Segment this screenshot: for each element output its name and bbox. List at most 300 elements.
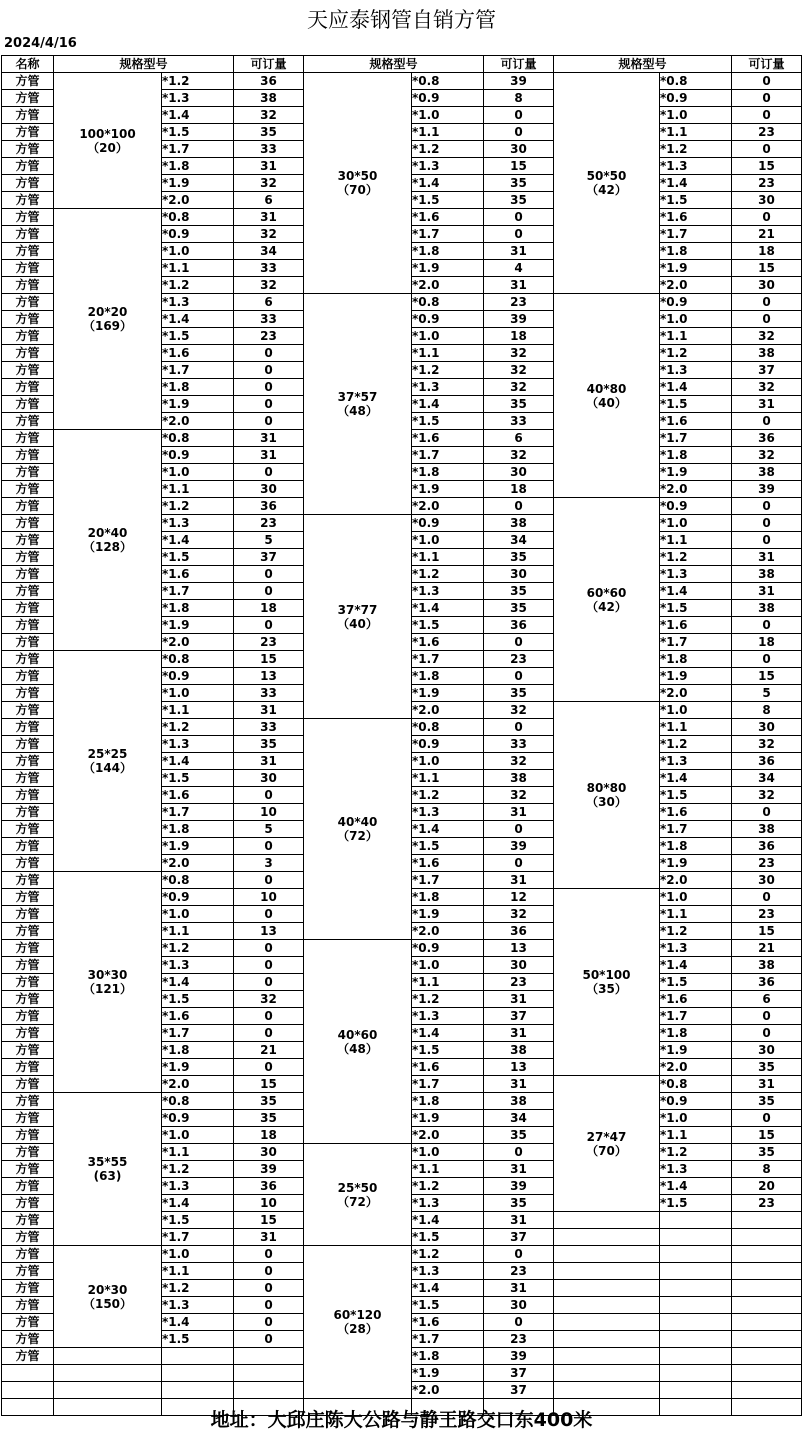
empty-cell xyxy=(732,1263,802,1280)
quantity-cell: 6 xyxy=(234,294,304,311)
quantity-cell: 0 xyxy=(484,209,554,226)
quantity-cell: 31 xyxy=(484,277,554,294)
quantity-cell: 18 xyxy=(732,634,802,651)
quantity-cell: 31 xyxy=(234,430,304,447)
quantity-cell: 35 xyxy=(732,1144,802,1161)
spec-count: （121） xyxy=(82,982,133,996)
quantity-cell: 32 xyxy=(484,379,554,396)
thickness-cell: *1.5 xyxy=(162,1331,234,1348)
thickness-cell: *0.9 xyxy=(412,515,484,532)
quantity-cell: 31 xyxy=(484,991,554,1008)
thickness-cell: *1.5 xyxy=(412,1297,484,1314)
thickness-cell: *1.0 xyxy=(412,107,484,124)
thickness-cell: *1.3 xyxy=(660,566,732,583)
quantity-cell: 32 xyxy=(484,906,554,923)
quantity-cell: 0 xyxy=(732,1110,802,1127)
thickness-cell: *1.3 xyxy=(162,294,234,311)
quantity-cell: 37 xyxy=(484,1382,554,1399)
product-name-cell: 方管 xyxy=(2,481,54,498)
spec-count: （48） xyxy=(337,1041,378,1056)
spec-group-cell xyxy=(304,515,412,719)
quantity-cell: 30 xyxy=(732,872,802,889)
quantity-cell: 15 xyxy=(732,668,802,685)
spec-size: 20*30 xyxy=(87,1282,128,1297)
thickness-cell: *0.8 xyxy=(412,294,484,311)
empty-cell xyxy=(732,1348,802,1365)
thickness-cell: *1.6 xyxy=(412,430,484,447)
thickness-cell: *0.8 xyxy=(162,430,234,447)
quantity-cell: 0 xyxy=(484,226,554,243)
thickness-cell: *1.7 xyxy=(162,1025,234,1042)
quantity-cell: 10 xyxy=(234,1195,304,1212)
empty-cell xyxy=(732,1331,802,1348)
thickness-cell: *1.5 xyxy=(162,124,234,141)
header-spec: 规格型号 xyxy=(304,56,484,73)
quantity-cell: 0 xyxy=(234,957,304,974)
empty-cell xyxy=(554,1246,660,1263)
quantity-cell: 0 xyxy=(234,396,304,413)
quantity-cell: 0 xyxy=(484,821,554,838)
product-name-cell: 方管 xyxy=(2,566,54,583)
spec-group-cell xyxy=(54,651,162,872)
quantity-cell: 31 xyxy=(732,396,802,413)
quantity-cell: 21 xyxy=(732,226,802,243)
thickness-cell: *0.9 xyxy=(162,226,234,243)
quantity-cell: 23 xyxy=(234,515,304,532)
quantity-cell: 37 xyxy=(732,362,802,379)
quantity-cell: 8 xyxy=(732,1161,802,1178)
product-name-cell: 方管 xyxy=(2,430,54,447)
quantity-cell: 31 xyxy=(484,1212,554,1229)
thickness-cell: *1.1 xyxy=(162,1263,234,1280)
quantity-cell: 23 xyxy=(732,124,802,141)
header-spec: 规格型号 xyxy=(54,56,234,73)
thickness-cell: *1.8 xyxy=(660,838,732,855)
spec-size: 50*100 xyxy=(582,968,631,982)
quantity-cell: 36 xyxy=(732,753,802,770)
quantity-cell: 31 xyxy=(484,1161,554,1178)
spec-group-cell xyxy=(554,73,660,294)
quantity-cell: 30 xyxy=(234,1144,304,1161)
product-name-cell: 方管 xyxy=(2,294,54,311)
quantity-cell: 39 xyxy=(484,311,554,328)
quantity-cell: 0 xyxy=(234,379,304,396)
spec-group-cell xyxy=(304,1246,412,1399)
product-name-cell: 方管 xyxy=(2,447,54,464)
thickness-cell: *1.8 xyxy=(412,243,484,260)
thickness-cell: *1.6 xyxy=(412,855,484,872)
thickness-cell: *1.0 xyxy=(412,957,484,974)
empty-cell xyxy=(234,1365,304,1382)
thickness-cell: *1.7 xyxy=(660,430,732,447)
quantity-cell: 35 xyxy=(484,175,554,192)
thickness-cell: *1.5 xyxy=(412,1229,484,1246)
thickness-cell: *1.5 xyxy=(412,617,484,634)
thickness-cell: *1.9 xyxy=(162,175,234,192)
thickness-cell: *1.6 xyxy=(660,991,732,1008)
thickness-cell: *1.7 xyxy=(660,1008,732,1025)
thickness-cell: *1.1 xyxy=(412,345,484,362)
thickness-cell: *1.9 xyxy=(162,838,234,855)
thickness-cell: *1.9 xyxy=(660,668,732,685)
quantity-cell: 39 xyxy=(732,481,802,498)
quantity-cell: 31 xyxy=(484,1280,554,1297)
quantity-cell: 15 xyxy=(484,158,554,175)
empty-cell xyxy=(732,1212,802,1229)
quantity-cell: 10 xyxy=(234,889,304,906)
quantity-cell: 0 xyxy=(234,1263,304,1280)
thickness-cell: *1.8 xyxy=(162,600,234,617)
product-name-cell: 方管 xyxy=(2,379,54,396)
product-name-cell: 方管 xyxy=(2,770,54,787)
thickness-cell: *0.9 xyxy=(412,90,484,107)
quantity-cell: 30 xyxy=(234,481,304,498)
thickness-cell: *1.9 xyxy=(412,906,484,923)
product-name-cell: 方管 xyxy=(2,787,54,804)
thickness-cell: *1.9 xyxy=(412,260,484,277)
quantity-cell: 39 xyxy=(234,1161,304,1178)
spec-count: （40） xyxy=(586,395,627,410)
thickness-cell: *2.0 xyxy=(162,634,234,651)
quantity-cell: 33 xyxy=(234,685,304,702)
quantity-cell: 35 xyxy=(484,600,554,617)
thickness-cell: *0.9 xyxy=(660,498,732,515)
quantity-cell: 32 xyxy=(484,702,554,719)
quantity-cell: 5 xyxy=(234,821,304,838)
thickness-cell: *1.5 xyxy=(660,600,732,617)
thickness-cell: *1.4 xyxy=(162,107,234,124)
thickness-cell: *1.6 xyxy=(660,804,732,821)
thickness-cell: *1.4 xyxy=(412,1280,484,1297)
empty-cell xyxy=(660,1314,732,1331)
quantity-cell: 23 xyxy=(732,855,802,872)
quantity-cell: 0 xyxy=(732,617,802,634)
quantity-cell: 6 xyxy=(234,192,304,209)
quantity-cell: 31 xyxy=(484,804,554,821)
thickness-cell: *2.0 xyxy=(412,277,484,294)
quantity-cell: 35 xyxy=(234,1110,304,1127)
thickness-cell: *2.0 xyxy=(660,685,732,702)
thickness-cell: *0.9 xyxy=(660,294,732,311)
thickness-cell: *1.2 xyxy=(412,141,484,158)
sheet-title: 天应泰钢管自销方管 xyxy=(307,8,496,32)
thickness-cell: *1.2 xyxy=(660,1144,732,1161)
product-name-cell: 方管 xyxy=(2,1008,54,1025)
spec-group-cell xyxy=(54,1246,162,1348)
product-name-cell: 方管 xyxy=(2,1127,54,1144)
spec-count: （144） xyxy=(82,761,133,775)
product-name-cell: 方管 xyxy=(2,226,54,243)
quantity-cell: 15 xyxy=(234,651,304,668)
spec-group-cell xyxy=(304,719,412,940)
thickness-cell: *1.3 xyxy=(412,1008,484,1025)
thickness-cell: *1.4 xyxy=(162,974,234,991)
thickness-cell: *1.2 xyxy=(412,362,484,379)
quantity-cell: 6 xyxy=(484,430,554,447)
product-name-cell: 方管 xyxy=(2,1331,54,1348)
quantity-cell: 32 xyxy=(234,277,304,294)
thickness-cell: *1.9 xyxy=(412,481,484,498)
spec-size: 20*40 xyxy=(87,526,128,540)
quantity-cell: 38 xyxy=(484,1042,554,1059)
product-name-cell: 方管 xyxy=(2,600,54,617)
spec-group-cell xyxy=(54,209,162,430)
thickness-cell: *1.5 xyxy=(660,192,732,209)
product-name-cell: 方管 xyxy=(2,1246,54,1263)
thickness-cell: *1.4 xyxy=(412,175,484,192)
thickness-cell: *1.0 xyxy=(412,532,484,549)
thickness-cell: *0.8 xyxy=(162,872,234,889)
thickness-cell: *1.8 xyxy=(412,464,484,481)
thickness-cell: *1.0 xyxy=(660,107,732,124)
thickness-cell: *1.4 xyxy=(412,600,484,617)
quantity-cell: 35 xyxy=(484,192,554,209)
quantity-cell: 36 xyxy=(732,974,802,991)
thickness-cell: *1.4 xyxy=(162,1314,234,1331)
thickness-cell: *1.6 xyxy=(412,634,484,651)
quantity-cell: 35 xyxy=(484,685,554,702)
thickness-cell: *1.5 xyxy=(660,396,732,413)
quantity-cell: 31 xyxy=(484,1025,554,1042)
empty-cell xyxy=(554,1212,660,1229)
thickness-cell: *1.9 xyxy=(412,685,484,702)
quantity-cell: 0 xyxy=(484,1314,554,1331)
empty-cell xyxy=(554,1331,660,1348)
thickness-cell: *1.6 xyxy=(412,1059,484,1076)
quantity-cell: 0 xyxy=(732,73,802,90)
product-name-cell: 方管 xyxy=(2,651,54,668)
quantity-cell: 13 xyxy=(484,1059,554,1076)
thickness-cell: *1.3 xyxy=(412,379,484,396)
quantity-cell: 36 xyxy=(484,617,554,634)
thickness-cell: *1.0 xyxy=(412,1144,484,1161)
product-name-cell: 方管 xyxy=(2,1093,54,1110)
quantity-cell: 39 xyxy=(484,1348,554,1365)
product-name-cell: 方管 xyxy=(2,1042,54,1059)
quantity-cell: 30 xyxy=(732,277,802,294)
thickness-cell: *1.7 xyxy=(412,872,484,889)
product-name-cell: 方管 xyxy=(2,634,54,651)
quantity-cell: 31 xyxy=(234,1229,304,1246)
quantity-cell: 31 xyxy=(484,1076,554,1093)
empty-cell xyxy=(732,1229,802,1246)
spec-size: 37*57 xyxy=(337,390,378,404)
thickness-cell: *1.3 xyxy=(162,736,234,753)
thickness-cell: *1.5 xyxy=(660,974,732,991)
thickness-cell: *1.7 xyxy=(412,1331,484,1348)
empty-cell xyxy=(732,1280,802,1297)
thickness-cell: *1.1 xyxy=(660,124,732,141)
thickness-cell: *1.9 xyxy=(660,1042,732,1059)
spec-count: （70） xyxy=(586,1143,627,1158)
spec-count: （169） xyxy=(82,319,133,333)
quantity-cell: 0 xyxy=(234,1331,304,1348)
product-name-cell: 方管 xyxy=(2,804,54,821)
product-name-cell: 方管 xyxy=(2,73,54,90)
thickness-cell: *1.5 xyxy=(660,787,732,804)
empty-cell xyxy=(732,1297,802,1314)
quantity-cell: 20 xyxy=(732,1178,802,1195)
thickness-cell: *1.9 xyxy=(412,1110,484,1127)
quantity-cell: 32 xyxy=(732,787,802,804)
thickness-cell: *1.3 xyxy=(162,1178,234,1195)
empty-cell xyxy=(660,1229,732,1246)
thickness-cell: *1.7 xyxy=(162,804,234,821)
thickness-cell: *1.3 xyxy=(162,90,234,107)
spec-group-cell xyxy=(304,940,412,1144)
thickness-cell: *1.2 xyxy=(412,787,484,804)
thickness-cell: *1.1 xyxy=(412,1161,484,1178)
spec-group-cell xyxy=(554,889,660,1076)
address-footer: 地址：大邱庄陈大公路与静王路交口东400米 xyxy=(210,1409,593,1431)
empty-cell xyxy=(54,1365,162,1382)
table-row xyxy=(2,73,802,90)
empty-cell xyxy=(660,1297,732,1314)
thickness-cell: *1.1 xyxy=(660,328,732,345)
thickness-cell: *1.5 xyxy=(412,413,484,430)
spec-size: 25*25 xyxy=(87,747,128,761)
thickness-cell: *1.9 xyxy=(660,260,732,277)
quantity-cell: 30 xyxy=(732,719,802,736)
thickness-cell: *1.0 xyxy=(412,328,484,345)
quantity-cell: 38 xyxy=(732,566,802,583)
empty-cell xyxy=(162,1348,234,1365)
quantity-cell: 38 xyxy=(732,957,802,974)
product-name-cell: 方管 xyxy=(2,107,54,124)
thickness-cell: *1.0 xyxy=(162,1127,234,1144)
quantity-cell: 0 xyxy=(732,1025,802,1042)
quantity-cell: 23 xyxy=(484,974,554,991)
thickness-cell: *1.9 xyxy=(660,464,732,481)
thickness-cell: *1.3 xyxy=(660,1161,732,1178)
spec-size: 30*30 xyxy=(87,968,128,982)
spec-size: 27*47 xyxy=(586,1129,627,1144)
quantity-cell: 15 xyxy=(732,158,802,175)
quantity-cell: 0 xyxy=(234,787,304,804)
quantity-cell: 38 xyxy=(732,345,802,362)
quantity-cell: 32 xyxy=(234,226,304,243)
empty-cell xyxy=(660,1263,732,1280)
product-name-cell: 方管 xyxy=(2,175,54,192)
quantity-cell: 34 xyxy=(484,532,554,549)
spec-group-cell xyxy=(554,498,660,702)
thickness-cell: *1.0 xyxy=(660,515,732,532)
thickness-cell: *1.3 xyxy=(412,583,484,600)
thickness-cell: *0.9 xyxy=(162,668,234,685)
quantity-cell: 10 xyxy=(234,804,304,821)
spec-size: 40*40 xyxy=(337,815,378,829)
spec-count: （72） xyxy=(337,1194,378,1209)
thickness-cell: *1.3 xyxy=(660,362,732,379)
thickness-cell: *1.7 xyxy=(162,362,234,379)
quantity-cell: 36 xyxy=(732,838,802,855)
quantity-cell: 33 xyxy=(484,413,554,430)
quantity-cell: 39 xyxy=(484,73,554,90)
thickness-cell: *2.0 xyxy=(162,192,234,209)
product-name-cell: 方管 xyxy=(2,1263,54,1280)
quantity-cell: 30 xyxy=(484,464,554,481)
spec-group-cell xyxy=(54,73,162,209)
thickness-cell: *1.8 xyxy=(660,447,732,464)
quantity-cell: 38 xyxy=(484,1093,554,1110)
product-name-cell: 方管 xyxy=(2,1076,54,1093)
quantity-cell: 0 xyxy=(732,515,802,532)
thickness-cell: *1.8 xyxy=(412,889,484,906)
thickness-cell: *0.9 xyxy=(412,311,484,328)
quantity-cell: 23 xyxy=(732,175,802,192)
quantity-cell: 13 xyxy=(484,940,554,957)
quantity-cell: 0 xyxy=(234,872,304,889)
quantity-cell: 31 xyxy=(234,209,304,226)
quantity-cell: 18 xyxy=(234,1127,304,1144)
thickness-cell: *1.0 xyxy=(162,243,234,260)
thickness-cell: *2.0 xyxy=(660,277,732,294)
thickness-cell: *2.0 xyxy=(162,1076,234,1093)
quantity-cell: 32 xyxy=(484,753,554,770)
product-name-cell: 方管 xyxy=(2,889,54,906)
product-name-cell: 方管 xyxy=(2,736,54,753)
quantity-cell: 15 xyxy=(234,1076,304,1093)
thickness-cell: *1.2 xyxy=(162,277,234,294)
product-name-cell: 方管 xyxy=(2,1212,54,1229)
product-name-cell: 方管 xyxy=(2,1110,54,1127)
thickness-cell: *1.5 xyxy=(162,770,234,787)
product-name-cell: 方管 xyxy=(2,923,54,940)
quantity-cell: 0 xyxy=(234,974,304,991)
thickness-cell: *1.4 xyxy=(412,396,484,413)
quantity-cell: 0 xyxy=(234,566,304,583)
quantity-cell: 0 xyxy=(484,1246,554,1263)
quantity-cell: 37 xyxy=(234,549,304,566)
spec-group-cell xyxy=(554,1076,660,1212)
thickness-cell: *1.3 xyxy=(162,515,234,532)
header-spec: 规格型号 xyxy=(554,56,732,73)
empty-cell xyxy=(554,1382,660,1399)
thickness-cell: *1.8 xyxy=(660,1025,732,1042)
empty-cell xyxy=(54,1382,162,1399)
thickness-cell: *2.0 xyxy=(412,702,484,719)
thickness-cell: *1.7 xyxy=(162,583,234,600)
quantity-cell: 0 xyxy=(484,855,554,872)
spec-size: 100*100 xyxy=(79,126,136,141)
thickness-cell: *1.8 xyxy=(412,668,484,685)
thickness-cell: *1.3 xyxy=(162,957,234,974)
quantity-cell: 0 xyxy=(234,1297,304,1314)
thickness-cell: *1.5 xyxy=(412,192,484,209)
quantity-cell: 32 xyxy=(234,175,304,192)
thickness-cell: *0.8 xyxy=(162,651,234,668)
thickness-cell: *1.7 xyxy=(412,651,484,668)
thickness-cell: *1.9 xyxy=(162,1059,234,1076)
thickness-cell: *2.0 xyxy=(412,923,484,940)
empty-cell xyxy=(554,1365,660,1382)
thickness-cell: *1.9 xyxy=(660,855,732,872)
thickness-cell: *1.1 xyxy=(660,1127,732,1144)
thickness-cell: *1.3 xyxy=(660,940,732,957)
thickness-cell: *0.9 xyxy=(162,447,234,464)
quantity-cell: 8 xyxy=(484,90,554,107)
quantity-cell: 5 xyxy=(732,685,802,702)
quantity-cell: 21 xyxy=(732,940,802,957)
quantity-cell: 23 xyxy=(484,294,554,311)
quantity-cell: 35 xyxy=(234,124,304,141)
spec-size: 40*60 xyxy=(337,1027,378,1042)
quantity-cell: 3 xyxy=(234,855,304,872)
thickness-cell: *1.3 xyxy=(162,1297,234,1314)
quantity-cell: 35 xyxy=(234,736,304,753)
thickness-cell: *1.7 xyxy=(162,141,234,158)
empty-cell xyxy=(554,1229,660,1246)
